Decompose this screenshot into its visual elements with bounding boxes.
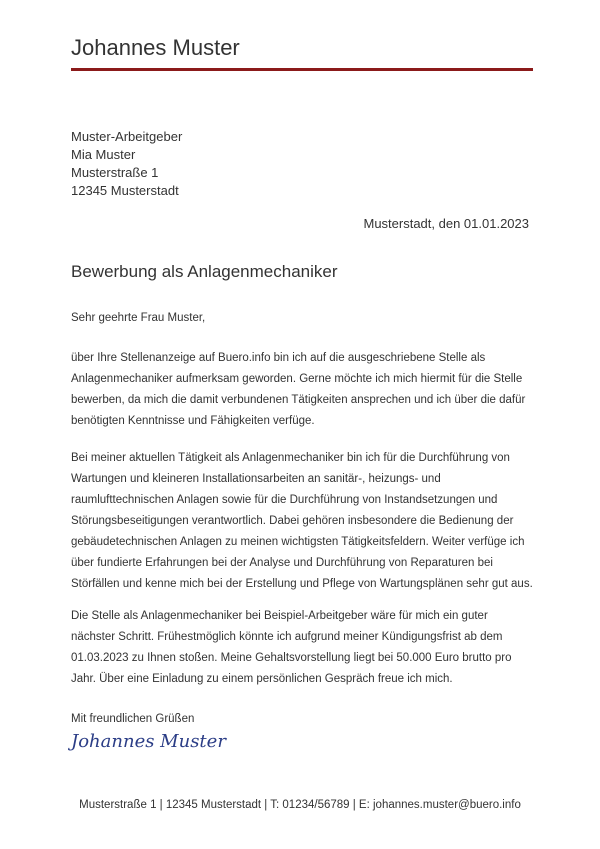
- body-paragraph-1: über Ihre Stellenanzeige auf Buero.info bin ich auf die ausgeschriebene Stelle als Anlagenmechaniker aufmerksam geworden. Gerne möchte ich mich hiermit für die Stelle bewerben, da mich die damit verbundenen Tätigkeiten ansprechen und ich über die dafür benötigten Kenntnisse und Fähigkeiten verfüge.: [71, 352, 526, 427]
- letter-subject: Bewerbung als Anlagenmechaniker: [71, 262, 338, 281]
- body-paragraph-2: Bei meiner aktuellen Tätigkeit als Anlagenmechaniker bin ich für die Durchführung von Wartungen und kleineren Installationsarbeiten an sanitär-, heizungs- und raumlufttechnischen Anlagen sowie für die Durchführung von Instandsetzungen und Störungsbeseitigungen verantwortlich. Dabei gehören insbesondere die Bedienung der gebäudetechnischen Anlagen zu meinen wichtigsten Tätigkeitsfeldern. Weiter verfüge ich über fundierte Erfahrungen bei der Analyse und Durchführung von Reparaturen bei Störfällen und kenne mich bei der Erstellung und Pflege von Wartungsplänen sehr gut aus.: [71, 452, 533, 590]
- body-paragraph-3: Die Stelle als Anlagenmechaniker bei Beispiel-Arbeitgeber wäre für mich ein guter nächster Schritt. Frühestmöglich könnte ich aufgrund meiner Kündigungsfrist ab dem 01.03.2023 zu Ihnen stoßen. Meine Gehaltsvorstellung liegt bei 50.000 Euro brutto pro Jahr. Über eine Einladung zu einem persönlichen Gespräch freue ich mich.: [71, 610, 512, 685]
- salutation: Sehr geehrte Frau Muster,: [71, 312, 206, 324]
- recipient-city: 12345 Musterstadt: [71, 183, 179, 198]
- recipient-street: Musterstraße 1: [71, 165, 159, 180]
- recipient-address: [71, 128, 182, 200]
- recipient-person: Mia Muster: [71, 147, 136, 162]
- handwritten-signature: Johannes Muster: [71, 731, 226, 752]
- recipient-company: Muster-Arbeitgeber: [71, 129, 183, 144]
- place-date: Musterstadt, den 01.01.2023: [363, 216, 529, 231]
- sender-name-heading: Johannes Muster: [71, 35, 240, 60]
- closing-phrase: Mit freundlichen Grüßen: [71, 713, 195, 725]
- header-divider: [71, 68, 533, 71]
- footer-contact-line: Musterstraße 1 | 12345 Musterstadt | T: 01234/56789 | E: johannes.muster@buero.info: [79, 799, 521, 811]
